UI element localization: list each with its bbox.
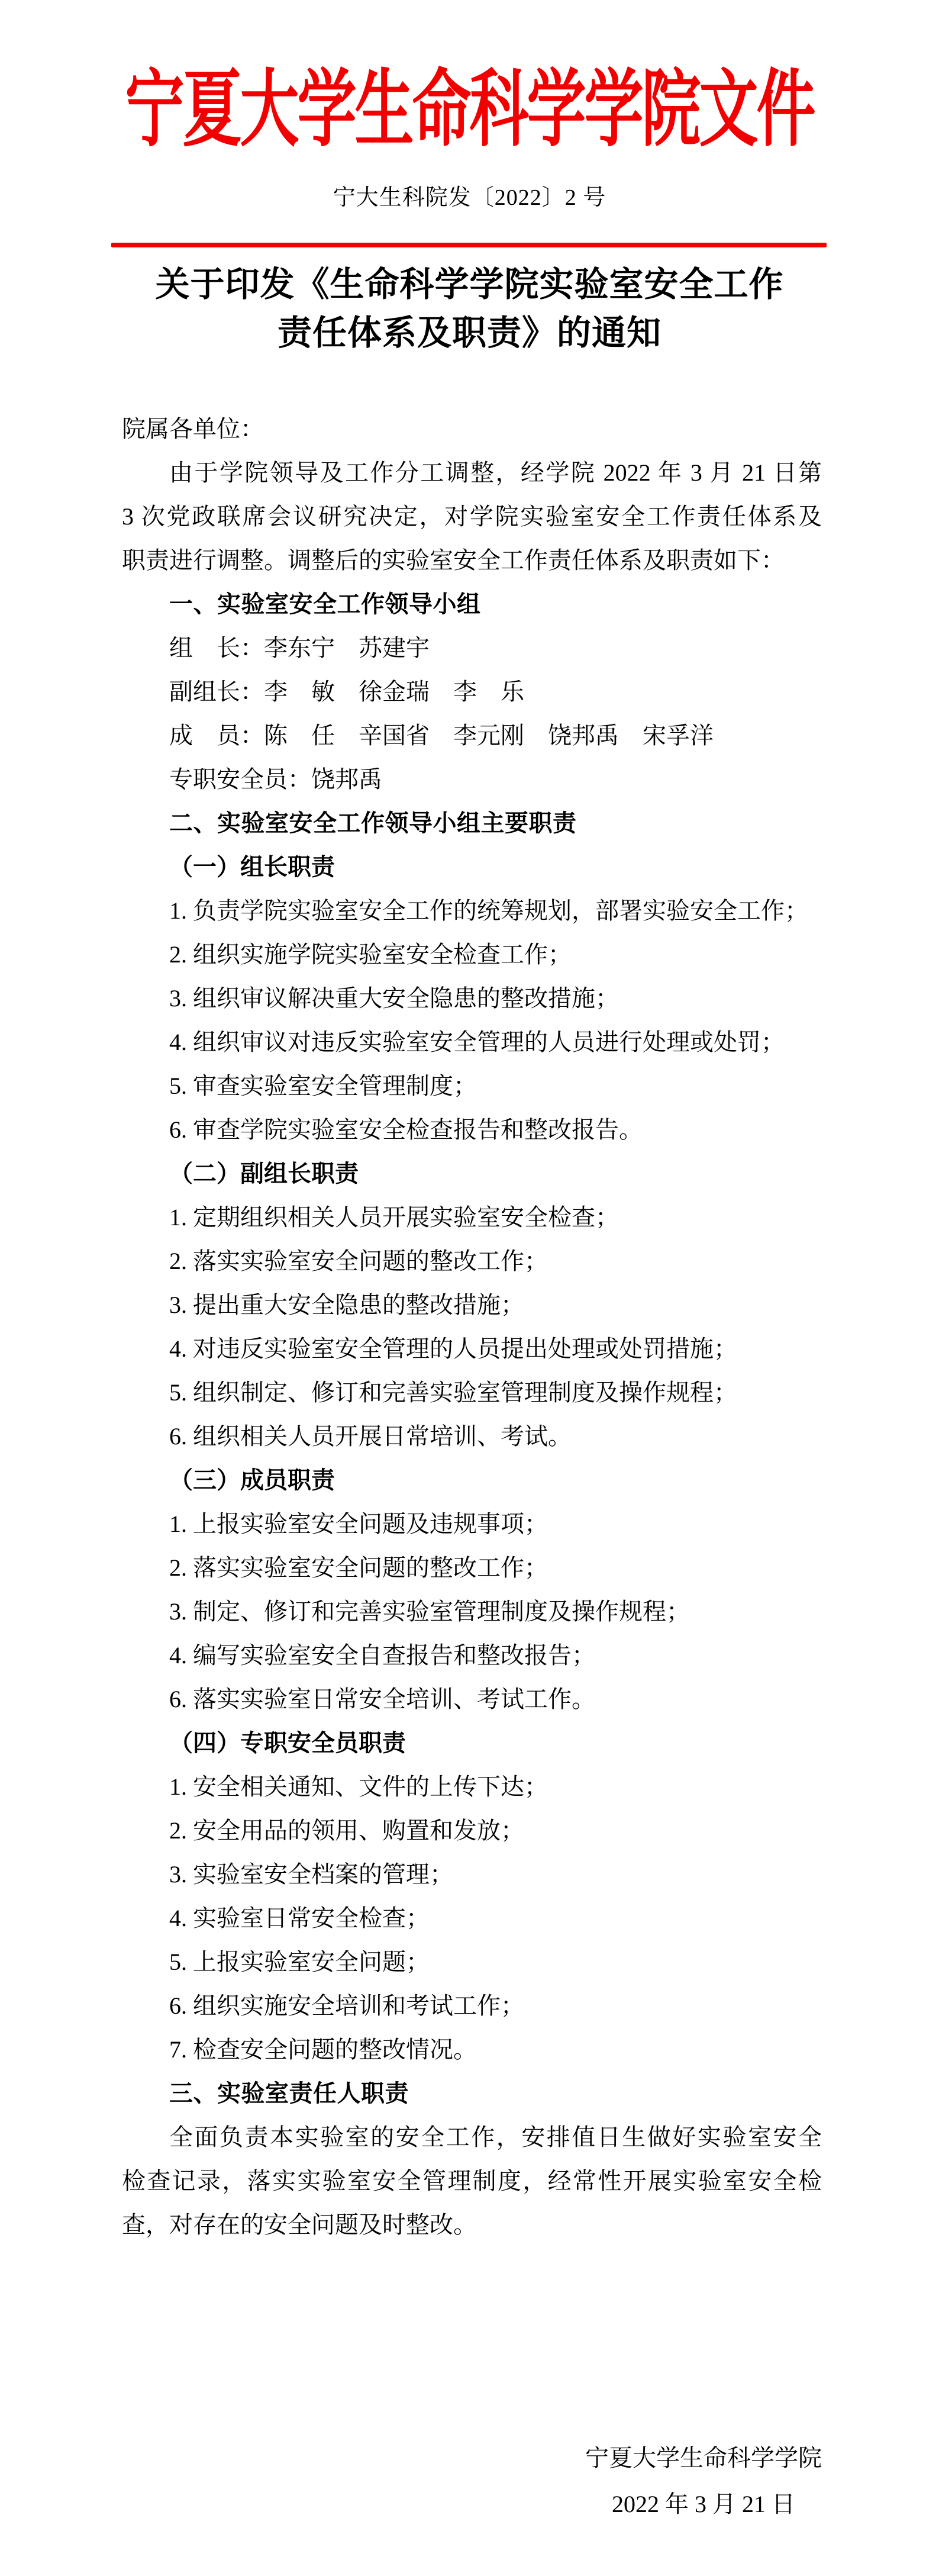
duty-item: 4. 组织审议对违反实验室安全管理的人员进行处理或处罚； (169, 1029, 785, 1055)
duty-item: 2. 安全用品的领用、购置和发放； (169, 1817, 524, 1844)
banner-title: 宁夏大学生命科学学院文件 (125, 63, 814, 157)
intro-line-2: 3 次党政联席会议研究决定，对学院实验室安全工作责任体系及 (122, 503, 822, 530)
duty-item: 2. 落实实验室安全问题的整改工作； (169, 1248, 548, 1274)
intro-line-3: 职责进行调整。调整后的实验室安全工作责任体系及职责如下： (122, 547, 785, 574)
sub-heading-4: （四）专职安全员职责 (169, 1730, 406, 1756)
duty-item: 6. 组织相关人员开展日常培训、考试。 (169, 1423, 572, 1450)
duty-item: 1. 上报实验室安全问题及违规事项； (169, 1511, 548, 1537)
duty-item: 4. 实验室日常安全检查； (169, 1905, 430, 1931)
duty-item: 5. 上报实验室安全问题； (169, 1949, 430, 1975)
duty-item: 1. 负责学院实验室安全工作的统筹规划，部署实验安全工作； (169, 897, 808, 924)
sub-heading-1: （一）组长职责 (169, 854, 335, 880)
duty-item: 3. 提出重大安全隐患的整改措施； (169, 1292, 524, 1318)
duty-item: 6. 审查学院实验室安全检查报告和整改报告。 (169, 1116, 643, 1143)
intro-line-1: 由于学院领导及工作分工调整，经学院 2022 年 3 月 21 日第 (169, 459, 822, 486)
section-1-heading: 一、实验室安全工作领导小组 (169, 591, 481, 617)
duty-item: 1. 安全相关通知、文件的上传下达； (169, 1773, 548, 1800)
signature-block (122, 2435, 822, 2527)
duty-item: 6. 组织实施安全培训和考试工作； (169, 1992, 524, 2019)
section-3-heading: 三、实验室责任人职责 (169, 2081, 409, 2107)
duty-item: 5. 组织制定、修订和完善实验室管理制度及操作规程； (169, 1379, 737, 1406)
document-title-line-1: 关于印发《生命科学学院实验室安全工作 (155, 265, 784, 304)
section-3-line-1: 全面负责本实验室的安全工作，安排值日生做好实验室安全 (169, 2124, 822, 2150)
duty-item: 4. 对违反实验室安全管理的人员提出处理或处罚措施； (169, 1335, 737, 1362)
section-3-line-2: 检查记录，落实实验室安全管理制度，经常性开展实验室安全检 (122, 2168, 822, 2194)
red-divider (111, 243, 827, 247)
members-line: 成 员：陈 任 辛国省 李元刚 饶邦禹 宋孚洋 (169, 722, 714, 749)
safety-officer-line: 专职安全员：饶邦禹 (169, 766, 382, 793)
duty-item: 4. 编写实验室安全自查报告和整改报告； (169, 1642, 595, 1669)
duty-item: 3. 组织审议解决重大安全隐患的整改措施； (169, 985, 619, 1012)
salutation: 院属各单位： (122, 416, 264, 442)
section-3-line-3: 查，对存在的安全问题及时整改。 (122, 2211, 477, 2238)
duty-item: 2. 落实实验室安全问题的整改工作； (169, 1554, 548, 1581)
document-title (0, 260, 939, 358)
leader-line: 组 长：李东宁 苏建宇 (169, 635, 430, 661)
red-header-banner (0, 64, 939, 159)
sub-heading-2: （二）副组长职责 (169, 1160, 359, 1187)
signature-date: 2022 年 3 月 21 日 (612, 2491, 795, 2517)
signature-org: 宁夏大学生命科学学院 (585, 2445, 822, 2471)
duty-item: 1. 定期组织相关人员开展实验室安全检查； (169, 1204, 619, 1231)
duty-item: 3. 制定、修订和完善实验室管理制度及操作规程； (169, 1598, 690, 1625)
document-title-line-2: 责任体系及职责》的通知 (277, 314, 662, 352)
sub-heading-3: （三）成员职责 (169, 1467, 335, 1493)
duty-item: 5. 审查实验室安全管理制度； (169, 1073, 477, 1099)
duty-item: 7. 检查安全问题的整改情况。 (169, 2036, 477, 2063)
section-2-heading: 二、实验室安全工作领导小组主要职责 (169, 810, 577, 836)
deputy-leader-line: 副组长：李 敏 徐金瑞 李 乐 (169, 678, 524, 705)
duty-item: 2. 组织实施学院实验室安全检查工作； (169, 941, 572, 968)
document-body (122, 407, 822, 2527)
doc-number: 宁大生科院发〔2022〕2 号 (333, 185, 606, 210)
duty-item: 6. 落实实验室日常安全培训、考试工作。 (169, 1686, 595, 1712)
duty-item: 3. 实验室安全档案的管理； (169, 1861, 453, 1888)
